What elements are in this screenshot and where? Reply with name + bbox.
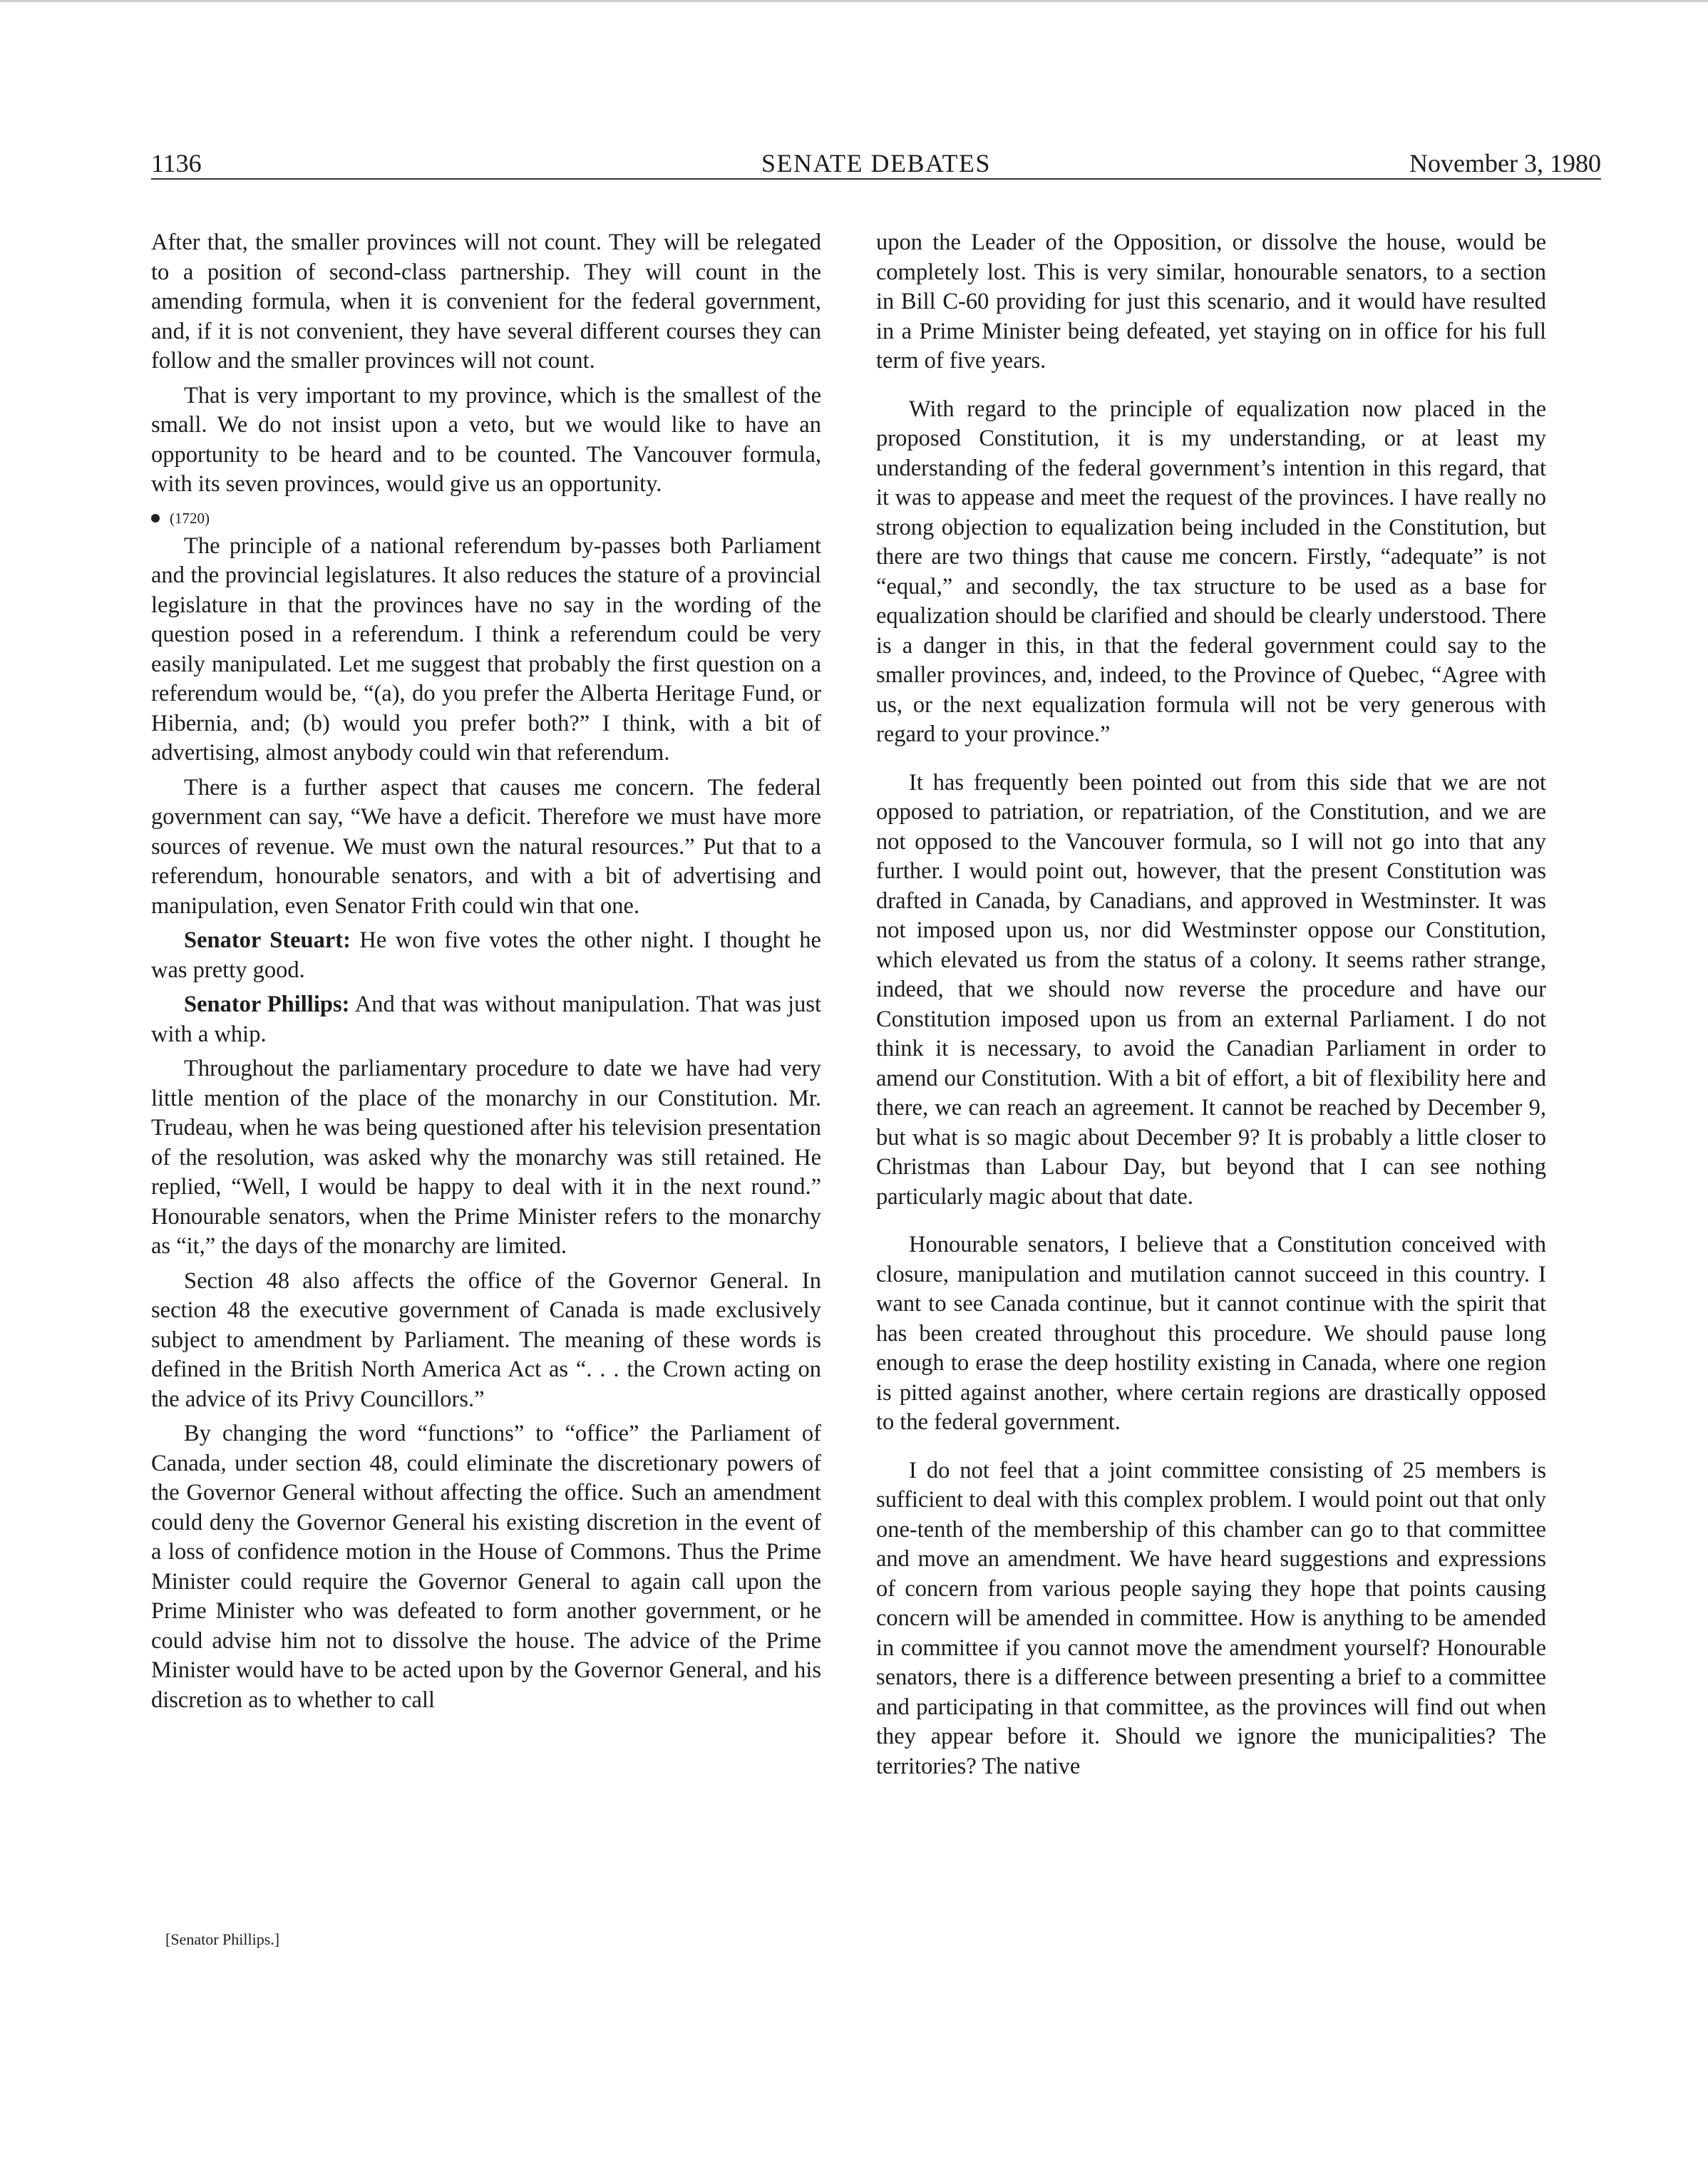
- paragraph: There is a further aspect that causes me concern. The federal government can say, “We have a deficit. Therefore we must have more sources of revenue. We must own the natural resources.” Put that to a referendum, honourable senators, and with a bit of advertising and manipulation, even Senator Frith could win that one.: [151, 774, 821, 919]
- time-marker: [151, 506, 821, 530]
- speech-text: And that was without manipulation. That was just with a whip.: [151, 992, 822, 1047]
- right-column: [876, 228, 1546, 1781]
- speech-text: He won five votes the other night. I thought he was pretty good.: [151, 927, 821, 983]
- bullet-icon: [151, 514, 160, 523]
- speaker-footnote: [Senator Phillips.]: [165, 1930, 280, 1948]
- paragraph: After that, the smaller provinces will not count. They will be relegated to a position of second-class partnership. They will count in the amending formula, when it is convenient for the federal government, and, if it is not convenient, they have several different courses they can follow and the smaller provinces will not count.: [151, 230, 821, 374]
- paragraph: It has frequently been pointed out from this side that we are not opposed to patriation, or repatriation, of the Constitution, and we are not opposed to the Vancouver formula, so I will not go into that any further. I would point out, however, that the present Constitution was drafted in Canada, by Canadians, and approved in Westminster. It was not imposed upon us, nor did Westminster oppose our Constitution, which elevated us from the status of a colony. It seems rather strange, indeed, that we should now reverse the procedure and have our Constitution imposed upon us from an external Parliament. I do not think it is necessary, to avoid the Canadian Parliament in order to amend our Constitution. With a bit of effort, a bit of flexibility here and there, we can reach an agreement. It cannot be reached by December 9, but what is so magic about December 9? It is probably a little closer to Christmas than Labour Day, but beyond that I can see nothing particularly magic about that date.: [876, 769, 1546, 1210]
- page-number: 1136: [151, 149, 202, 177]
- paragraph: Throughout the parliamentary procedure to date we have had very little mention of the place of the monarchy in our Constitution. Mr. Trudeau, when he was being questioned after his television presentation of the resolution, was asked why the monarchy was still retained. He replied, “Well, I would be happy to deal with it in the next round.” Honourable senators, when the Prime Minister refers to the monarchy as “it,” the days of the monarchy are limited.: [151, 1056, 821, 1259]
- paragraph: Section 48 also affects the office of the Governor General. In section 48 the executive government of Canada is made exclusively subject to amendment by Parliament. The meaning of these words is defined in the British North America Act as “. . . the Crown acting on the advice of its Privy Councillors.”: [151, 1267, 821, 1412]
- page-date: November 3, 1980: [1409, 149, 1601, 177]
- header-rule: [151, 178, 1601, 180]
- speaker-paragraph: [151, 990, 821, 1049]
- paragraph: By changing the word “functions” to “office” the Parliament of Canada, under section 48, could eliminate the discretionary powers of the Governor General without affecting the office. Such an amendment could deny the Governor General his existing discretion in the event of a loss of confidence motion in the House of Commons. Thus the Prime Minister could require the Governor General to again call upon the Prime Minister who was defeated to form another government, or he could advise him not to dissolve the house. The advice of the Prime Minister would have to be acted upon by the Governor General, and his discretion as to whether to call: [151, 1421, 821, 1713]
- time-marker-label: (1720): [170, 509, 210, 527]
- speaker-paragraph: [151, 926, 821, 985]
- page-header: [151, 145, 1601, 181]
- paragraph: That is very important to my province, which is the smallest of the small. We do not insist upon a veto, but we would like to have an opportunity to be heard and to be counted. The Vancouver formula, with its seven provinces, would give us an opportunity.: [151, 382, 821, 497]
- paragraph: With regard to the principle of equalization now placed in the proposed Constitution, it is my understanding, or at least my understanding of the federal government’s intention in this regard, that it was to appease and meet the request of the provinces. I have really no strong objection to equalization being included in the Constitution, but there are two things that cause me concern. Firstly, “adequate” is not “equal,” and secondly, the tax structure to be used as a base for equalization should be clarified and should be clearly understood. There is a danger in this, in that the federal government could say to the smaller provinces, and, indeed, to the Province of Quebec, “Agree with us, or the next equalization formula will not be very generous with regard to your province.”: [876, 396, 1546, 747]
- paragraph: upon the Leader of the Opposition, or dissolve the house, would be completely lost. This is very similar, honourable senators, to a section in Bill C-60 providing for just this scenario, and it would have resulted in a Prime Minister being defeated, yet staying on in office for his full term of five years.: [876, 230, 1546, 374]
- paragraph: The principle of a national referendum by-passes both Parliament and the provincial legislatures. It also reduces the stature of a provincial legislature in that the provinces have no say in the wording of the question posed in a referendum. I think a referendum could be very easily manipulated. Let me suggest that probably the first question on a referendum would be, “(a), do you prefer the Alberta Heritage Fund, or Hibernia, and; (b) would you prefer both?” I think, with a bit of advertising, almost anybody could win that referendum.: [151, 532, 821, 766]
- paragraph: Honourable senators, I believe that a Constitution conceived with closure, manipulation and mutilation cannot succeed in this country. I want to see Canada continue, but it cannot continue with the spirit that has been created throughout this procedure. We should pause long enough to erase the deep hostility existing in Canada, where one region is pitted against another, where certain regions are drastically opposed to the federal government.: [876, 1232, 1546, 1435]
- left-column: [151, 228, 821, 1715]
- paragraph: I do not feel that a joint committee consisting of 25 members is sufficient to deal with this complex problem. I would point out that only one-tenth of the membership of this chamber can go to that committee and move an amendment. We have heard suggestions and expressions of concern from various people saying they hope that points causing concern will be amended in committee. How is anything to be amended in committee if you cannot move the amendment yourself? Honourable senators, there is a difference between presenting a brief to a committee and participating in that committee, as the provinces will find out when they appear before it. Should we ignore the municipalities? The territories? The native: [876, 1457, 1546, 1779]
- speaker-name: Senator Phillips:: [184, 992, 350, 1017]
- running-title: SENATE DEBATES: [761, 149, 991, 177]
- page-top-edge: [0, 0, 1708, 2]
- speaker-name: Senator Steuart:: [184, 927, 351, 953]
